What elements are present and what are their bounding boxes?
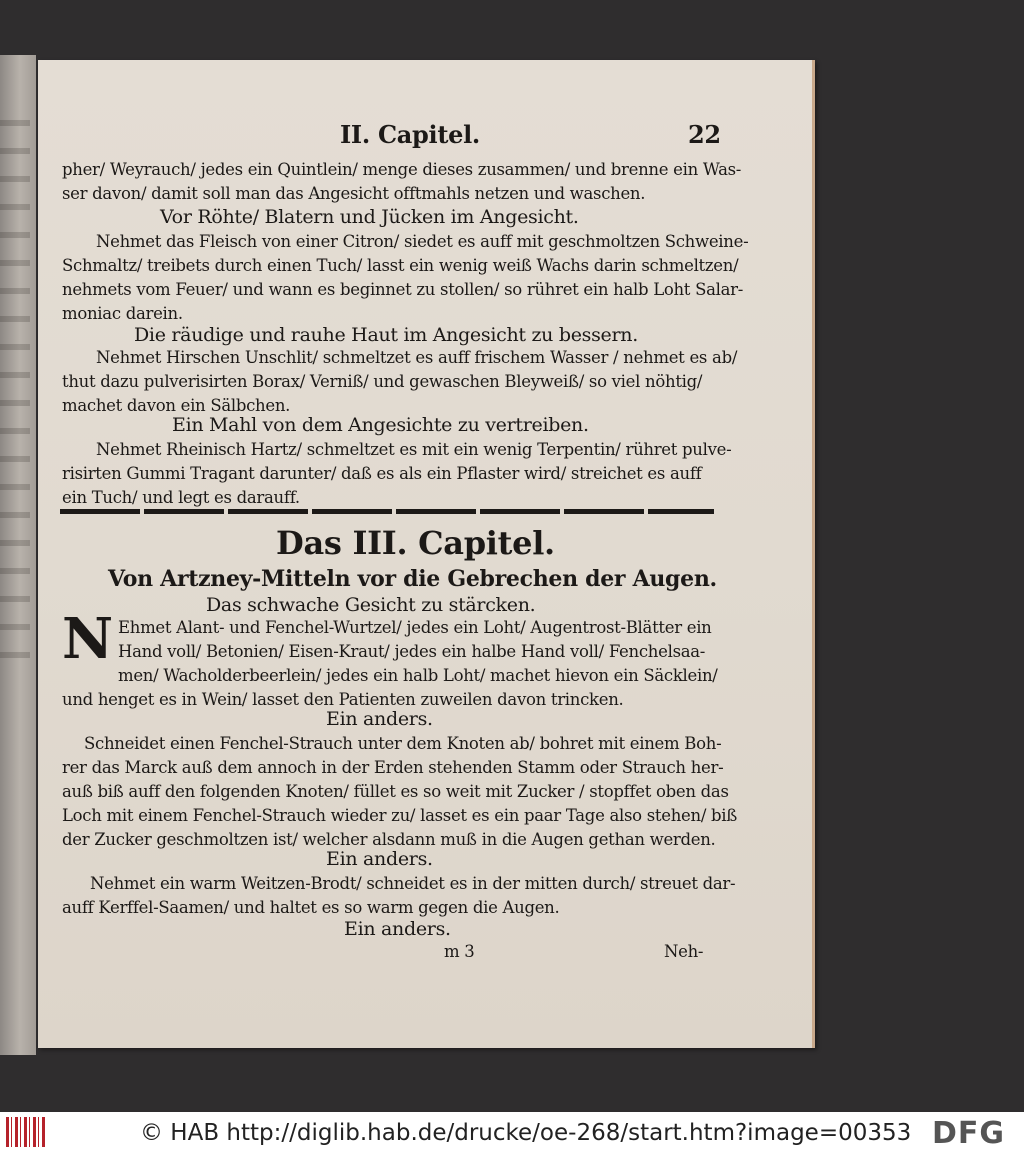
text-line: Schmaltz/ treibets durch einen Tuch/ lasst ein wenig weiß Wachs darin schmeltzen/ [62, 256, 739, 275]
text-line: risirten Gummi Tragant darunter/ daß es als ein Pflaster wird/ streichet es auff [62, 464, 702, 483]
section-heading: Ein anders. [326, 848, 433, 870]
text-line: ser davon/ damit soll man das Angesicht offtmahls netzen und waschen. [62, 184, 646, 203]
running-header-title: II. Capitel. [340, 120, 480, 149]
section-heading: Ein Mahl von dem Angesichte zu vertreiben. [172, 414, 589, 436]
text-line: machet davon ein Sälbchen. [62, 396, 291, 415]
chapter-title: Das III. Capitel. [276, 524, 555, 562]
section-divider-rule [60, 509, 714, 514]
text-line: Schneidet einen Fenchel-Strauch unter dem Knoten ab/ bohret mit einem Boh- [84, 734, 722, 753]
dfg-logo: DFG [932, 1116, 1006, 1151]
text-line: Ehmet Alant- und Fenchel-Wurtzel/ jedes ein Loht/ Augentrost-Blätter ein [118, 618, 712, 637]
text-line: pher/ Weyrauch/ jedes ein Quintlein/ menge dieses zusammen/ und brenne ein Was- [62, 160, 742, 179]
text-line: nehmets vom Feuer/ und wann es beginnet zu stollen/ so rühret ein halb Loht Salar- [62, 280, 744, 299]
section-heading: Das schwache Gesicht zu stärcken. [206, 594, 536, 616]
text-line: Nehmet ein warm Weitzen-Brodt/ schneidet es in der mitten durch/ streuet dar- [90, 874, 736, 893]
text-line: Loch mit einem Fenchel-Strauch wieder zu/ lasset es ein paar Tage also stehen/ biß [62, 806, 737, 825]
previous-page-bleed [0, 120, 30, 680]
text-line: thut dazu pulverisirten Borax/ Verniß/ und gewaschen Bleyweiß/ so viel nöhtig/ [62, 372, 703, 391]
section-heading: Die räudige und rauhe Haut im Angesicht zu bessern. [134, 324, 638, 346]
text-line: Nehmet Hirschen Unschlit/ schmeltzet es auff frischem Wasser / nehmet es ab/ [96, 348, 738, 367]
drop-capital: N [62, 606, 114, 672]
text-line: der Zucker geschmoltzen ist/ welcher alsdann muß in die Augen gethan werden. [62, 830, 716, 849]
section-heading: Vor Röhte/ Blatern und Jücken im Angesicht. [160, 206, 579, 228]
text-line: men/ Wacholderbeerlein/ jedes ein halb Loht/ machet hievon ein Säcklein/ [118, 666, 718, 685]
page-number: 22 [688, 120, 721, 149]
text-line: und henget es in Wein/ lasset den Patienten zuweilen davon trincken. [62, 690, 624, 709]
text-line: Nehmet Rheinisch Hartz/ schmeltzet es mit ein wenig Terpentin/ rühret pulve- [96, 440, 732, 459]
text-line: ein Tuch/ und legt es darauff. [62, 488, 300, 507]
text-line: rer das Marck auß dem annoch in der Erden stehenden Stamm oder Strauch her- [62, 758, 724, 777]
signature-mark: m 3 [444, 942, 475, 961]
text-line: auß biß auff den folgenden Knoten/ füllet es so weit mit Zucker / stopffet oben das [62, 782, 729, 801]
section-heading: Ein anders. [326, 708, 433, 730]
text-line: moniac darein. [62, 304, 183, 323]
text-line: Hand voll/ Betonien/ Eisen-Kraut/ jedes ein halbe Hand voll/ Fenchelsaa- [118, 642, 706, 661]
footer-url[interactable]: © HAB http://diglib.hab.de/drucke/oe-268/start.htm?image=00353 [140, 1120, 912, 1146]
text-line: auff Kerffel-Saamen/ und haltet es so warm gegen die Augen. [62, 898, 560, 917]
barcode-icon [6, 1117, 46, 1147]
catchword: Neh- [664, 942, 704, 961]
section-heading: Ein anders. [344, 918, 451, 940]
chapter-subtitle: Von Artzney-Mitteln vor die Gebrechen der Augen. [108, 566, 717, 592]
text-line: Nehmet das Fleisch von einer Citron/ siedet es auff mit geschmoltzen Schweine- [96, 232, 749, 251]
